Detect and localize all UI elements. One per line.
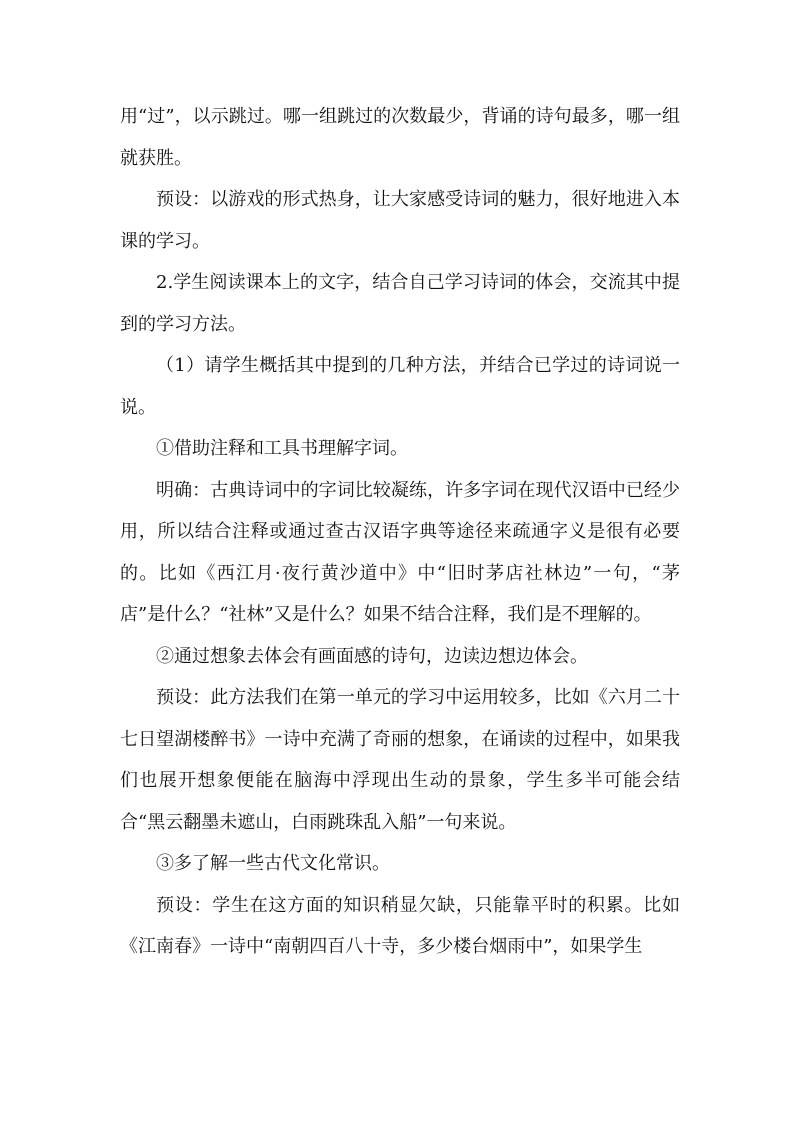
- paragraph-6: 明确：古典诗词中的字词比较凝练，许多字词在现代汉语中已经少用，所以结合注释或通过查古汉语字典等途径来疏通字义是很有必要的。比如《西江月·夜行黄沙道中》中“旧时茅店社林边”一句，“茅店”是什么？“社林”又是什么？如果不结合注释，我们是不理解的。: [120, 479, 680, 625]
- paragraph-10: 预设：学生在这方面的知识稍显欠缺，只能靠平时的积累。比如《江南春》一诗中“南朝四百八十寺，多少楼台烟雨中”，如果学生: [120, 894, 680, 957]
- paragraph-9: ③多了解一些古代文化常识。: [156, 853, 390, 874]
- document-body: [120, 96, 680, 968]
- paragraph-8: 预设：此方法我们在第一单元的学习中运用较多，比如《六月二十七日望湖楼醉书》一诗中充满了奇丽的想象，在诵读的过程中，如果我们也展开想象便能在脑海中浮现出生动的景象，学生多半可能会结合“黑云翻墨未遮山，白雨跳珠乱入船”一句来说。: [120, 687, 680, 833]
- paragraph-7: ②通过想象去体会有画面感的诗句，边读边想边体会。: [156, 645, 588, 667]
- paragraph-3: 2.学生阅读课本上的文字，结合自己学习诗词的体会，交流其中提到的学习方法。: [120, 272, 680, 335]
- paragraph-2: 预设：以游戏的形式热身，让大家感受诗词的魅力，很好地进入本课的学习。: [120, 189, 680, 252]
- paragraph-1: 用“过”，以示跳过。哪一组跳过的次数最少，背诵的诗句最多，哪一组就获胜。: [120, 106, 680, 169]
- paragraph-5: ①借助注释和工具书理解字词。: [156, 438, 408, 459]
- paragraph-4: （1）请学生概括其中提到的几种方法，并结合已学过的诗词说一说。: [120, 355, 680, 418]
